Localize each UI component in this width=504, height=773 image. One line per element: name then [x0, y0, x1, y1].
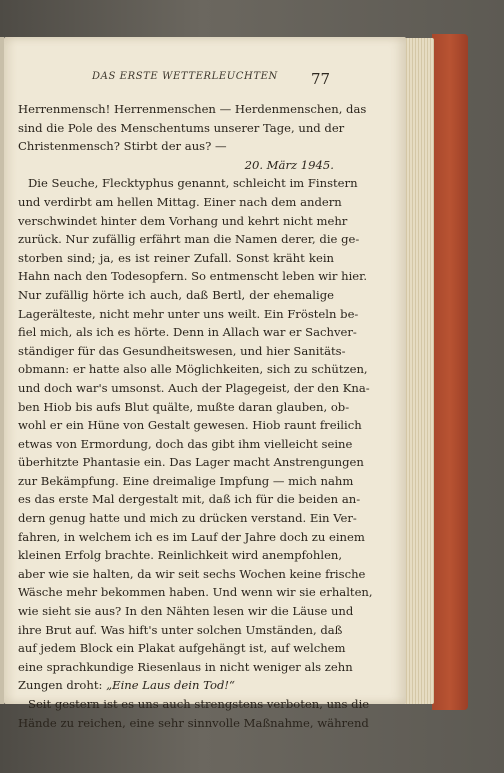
- text-line: Die Seuche, Flecktyphus genannt, schleicht im Finstern: [28, 176, 358, 191]
- text-line: Nur zufällig hörte ich auch, daß Bertl, der ehemalige: [18, 287, 334, 302]
- text-line: Christenmensch? Stirbt der aus? —: [18, 139, 227, 154]
- text-line: verschwindet hinter dem Vorhang und kehrt nicht mehr: [18, 213, 348, 228]
- quoted-slogan: „Eine Laus dein Tod!“: [106, 678, 235, 693]
- text-line: wohl er ein Hüne von Gestalt gewesen. Hiob raunt freilich: [18, 418, 362, 433]
- text-line: ständiger für das Gesundheitswesen, und hier Sanitäts-: [18, 343, 346, 358]
- text-line: etwas von Ermordung, doch das gibt ihm vielleicht seine: [18, 436, 353, 451]
- text-line: eine sprachkundige Riesenlaus in nicht weniger als zehn: [18, 659, 353, 674]
- page-edges: [404, 38, 434, 704]
- text-line: sind die Pole des Menschentums unserer Tage, und der: [18, 120, 345, 135]
- text-line: Zungen droht: „Eine Laus dein Tod!“: [18, 678, 235, 693]
- text-line: es das erste Mal dergestalt mit, daß ich für die beiden an-: [18, 492, 361, 507]
- text-line: dern genug hatte und mich zu drücken verstand. Ein Ver-: [18, 511, 357, 526]
- text-line: fahren, in welchem ich es im Lauf der Jahre doch zu einem: [18, 529, 365, 544]
- text-line: auf jedem Block ein Plakat aufgehängt ist, auf welchem: [18, 641, 346, 656]
- text-line: Herrenmensch! Herrenmenschen — Herdenmenschen, das: [18, 102, 367, 116]
- text-line: ihre Brut auf. Was hift's unter solchen Umständen, daß: [18, 622, 343, 637]
- text-line: zurück. Nur zufällig erfährt man die Namen derer, die ge-: [18, 232, 360, 247]
- page-header: [0, 71, 402, 87]
- page-number: 77: [311, 70, 331, 88]
- running-title: DAS ERSTE WETTERLEUCHTEN: [92, 71, 278, 82]
- text-line: überhitzte Phantasie ein. Das Lager macht Anstrengungen: [18, 455, 364, 470]
- text-line: fiel mich, als ich es hörte. Denn in Allach war er Sachver-: [18, 325, 357, 340]
- body-text: [18, 100, 373, 732]
- text-line: ben Hiob bis aufs Blut quälte, mußte daran glauben, ob-: [18, 399, 350, 414]
- text-line: storben sind; ja, es ist reiner Zufall. Sonst kräht kein: [18, 250, 334, 265]
- text-line: zur Bekämpfung. Eine dreimalige Impfung — mich nahm: [18, 473, 354, 488]
- text-line: und verdirbt am hellen Mittag. Einer nach dem andern: [18, 194, 342, 209]
- text-line: aber wie sie halten, da wir seit sechs Wochen keine frische: [18, 566, 366, 581]
- text-line: Wäsche mehr bekommen haben. Und wenn wir sie erhalten,: [18, 585, 373, 600]
- book-cover-edge: [432, 34, 468, 710]
- text-line: und doch war's umsonst. Auch der Plagegeist, der den Kna-: [18, 380, 370, 395]
- text-line: Seit gestern ist es uns auch strengstens verboten, uns die: [28, 697, 370, 711]
- text-line: Hände zu reichen, eine sehr sinnvolle Maßnahme, während: [18, 715, 369, 730]
- text-line: wie sieht sie aus? In den Nähten lesen wir die Läuse und: [18, 604, 354, 619]
- text-line: Hahn nach den Todesopfern. So entmenscht leben wir hier.: [18, 269, 368, 284]
- text-line: obmann: er hatte also alle Möglichkeiten, sich zu schützen,: [18, 362, 368, 377]
- entry-date: 20. März 1945.: [244, 157, 334, 172]
- text-line: kleinen Erfolg brachte. Reinlichkeit wird anempfohlen,: [18, 548, 343, 563]
- text-line: Lagerälteste, nicht mehr unter uns weilt. Ein Frösteln be-: [18, 306, 359, 321]
